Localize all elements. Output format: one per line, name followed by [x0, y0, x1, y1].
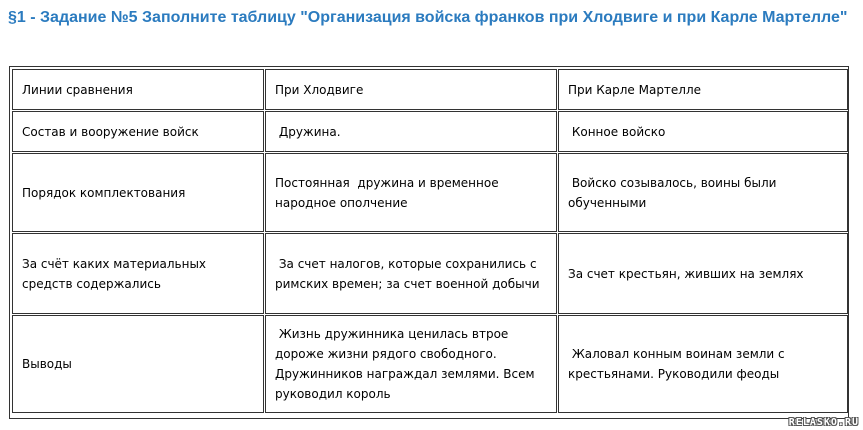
row-label-conclusions: Выводы	[12, 315, 264, 413]
cell-martel-funding: За счет крестьян, живших на землях	[558, 233, 848, 314]
table-header-row	[12, 69, 848, 110]
table-row	[12, 111, 848, 152]
header-clovis: При Хлодвиге	[265, 69, 557, 110]
table-row	[12, 233, 848, 314]
comparison-table-frame	[9, 66, 849, 419]
cell-martel-recruitment: Войско созывалось, воины были обученными	[558, 153, 848, 232]
cell-martel-conclusions: Жаловал конным воинам земли с крестьянами. Руководили феоды	[558, 315, 848, 413]
row-label-funding: За счёт каких материальных средств содержались	[12, 233, 264, 314]
comparison-table	[11, 68, 849, 414]
watermark: RELASKO.RU	[788, 417, 859, 428]
table-row	[12, 153, 848, 232]
cell-clovis-funding: За счет налогов, которые сохранились с римских времен; за счет военной добычи	[265, 233, 557, 314]
cell-martel-composition: Конное войско	[558, 111, 848, 152]
page-title: §1 - Задание №5 Заполните таблицу "Организация войска франков при Хлодвиге и при Карле Мартелле"	[8, 9, 848, 26]
header-comparison-lines: Линии сравнения	[12, 69, 264, 110]
header-charles-martel: При Карле Мартелле	[558, 69, 848, 110]
row-label-composition: Состав и вооружение войск	[12, 111, 264, 152]
table-row	[12, 315, 848, 413]
row-label-recruitment: Порядок комплектования	[12, 153, 264, 232]
cell-clovis-recruitment: Постоянная дружина и временное народное ополчение	[265, 153, 557, 232]
cell-clovis-conclusions: Жизнь дружинника ценилась втрое дороже жизни рядого свободного. Дружинников награждал землями. Всем руководил король	[265, 315, 557, 413]
cell-clovis-composition: Дружина.	[265, 111, 557, 152]
